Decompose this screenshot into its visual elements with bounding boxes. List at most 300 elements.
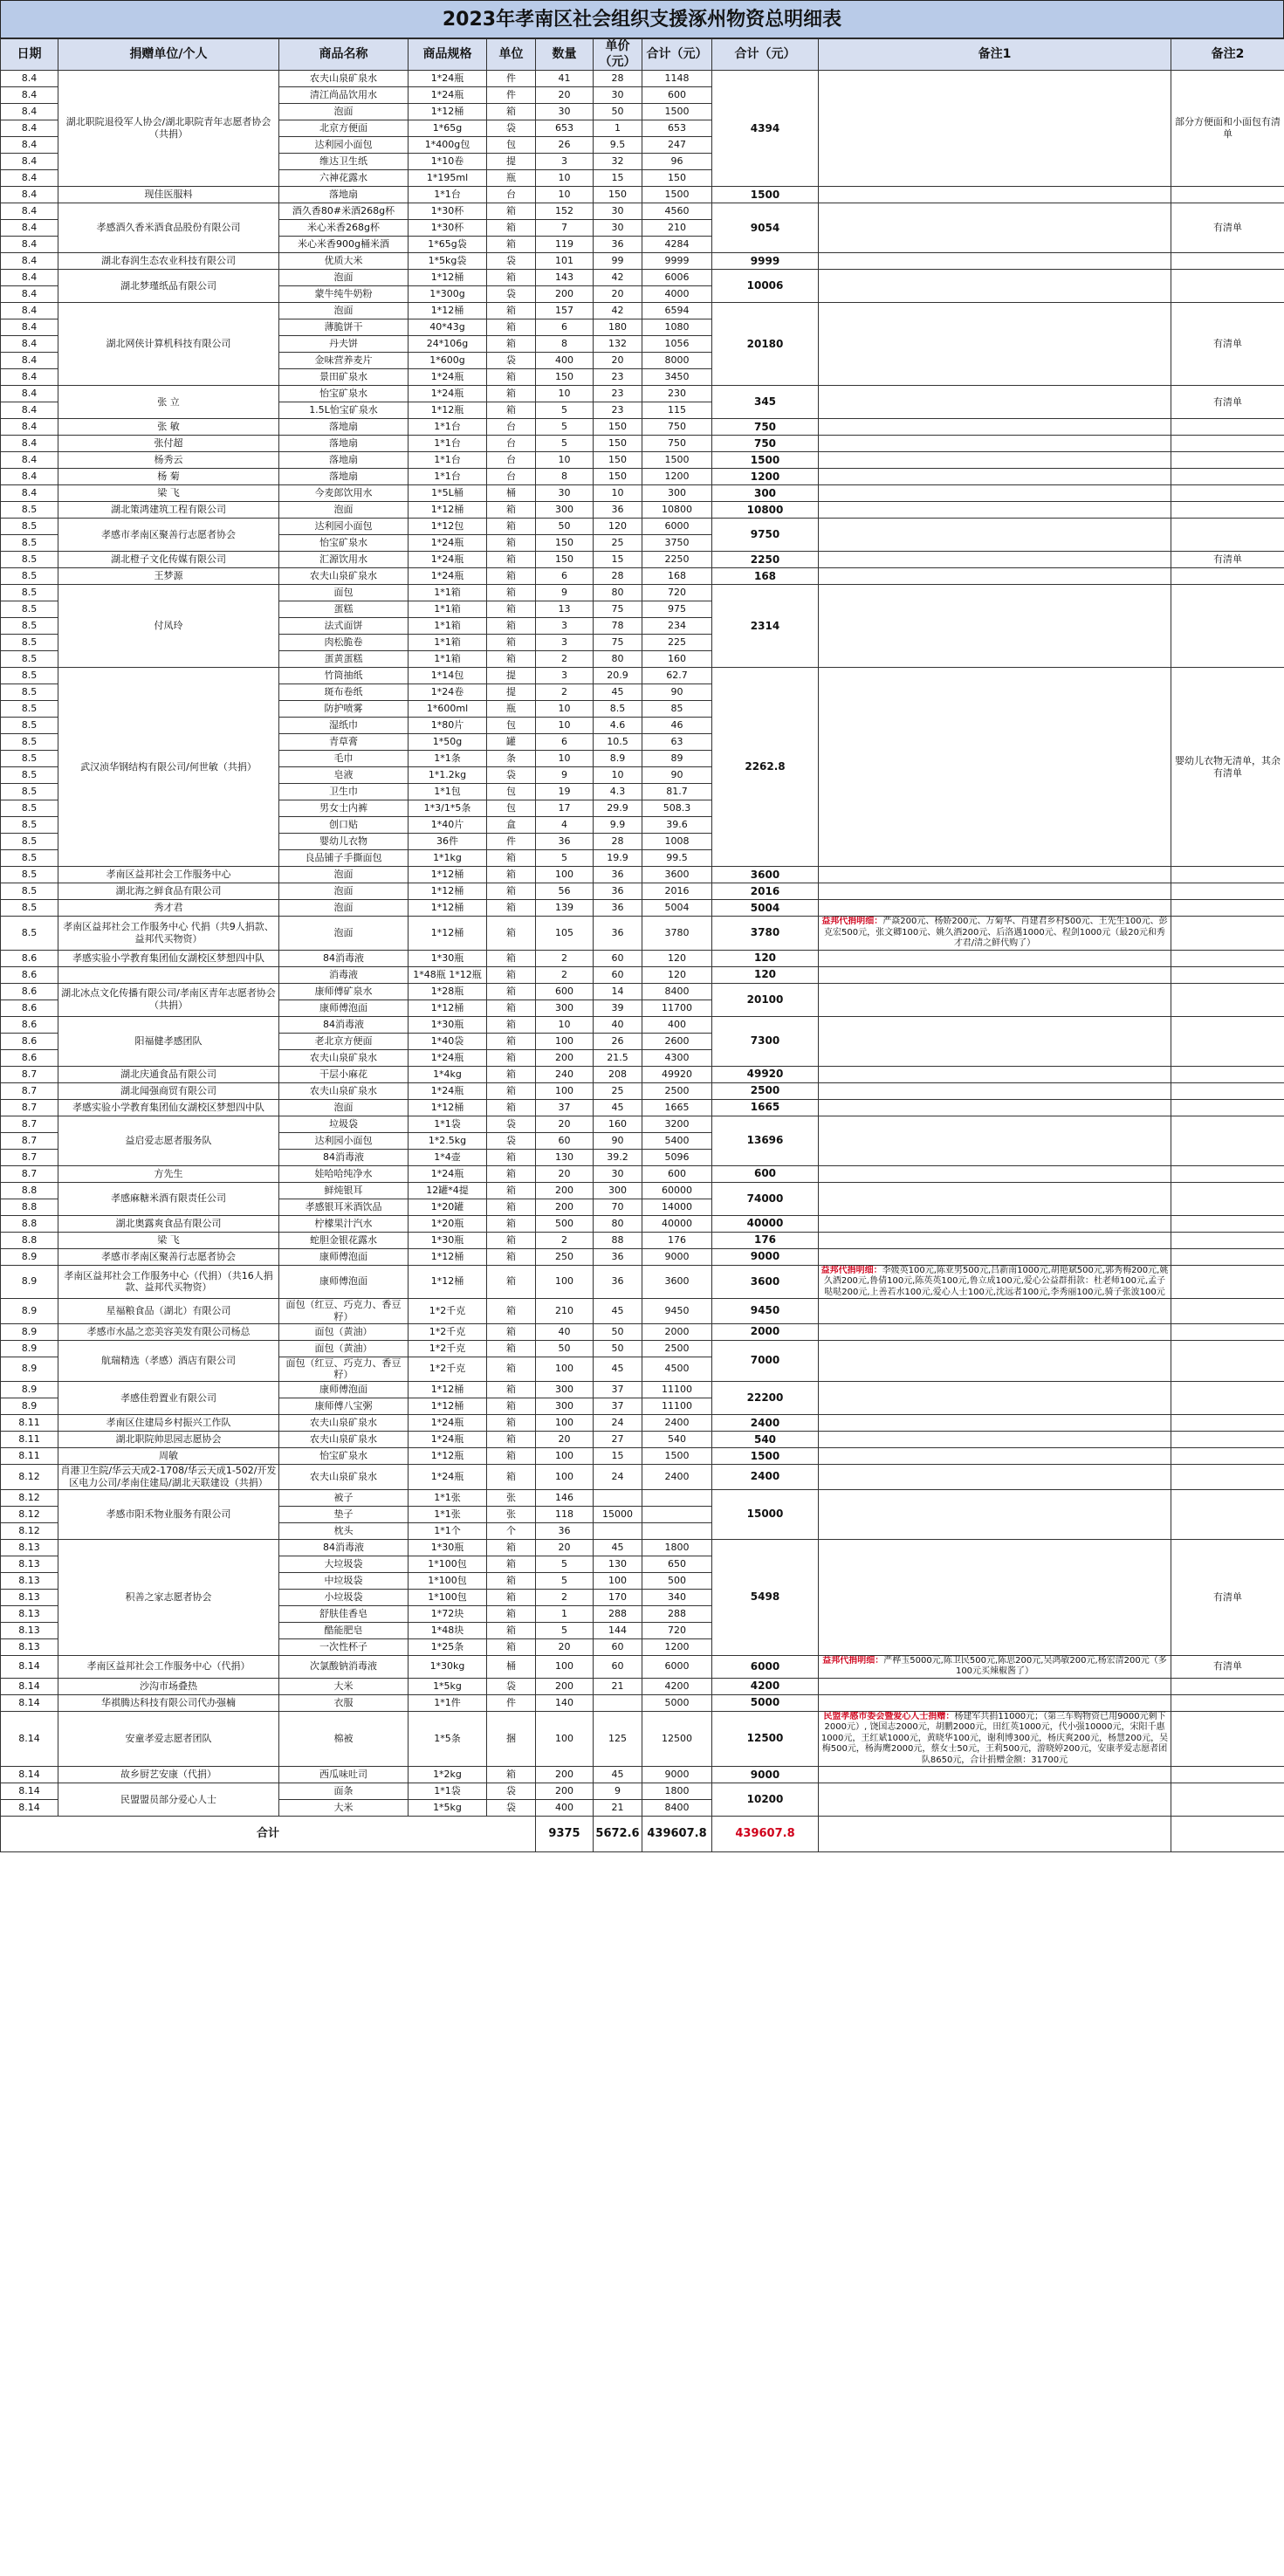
table-row xyxy=(1,1783,1284,1800)
item-spec: 1*65g xyxy=(409,120,487,137)
date-cell: 8.9 xyxy=(1,1340,58,1357)
item-qty: 157 xyxy=(536,303,594,319)
note1-cell xyxy=(819,1248,1171,1265)
item-price: 21 xyxy=(594,1800,642,1817)
item-spec: 1*24瓶 xyxy=(409,535,487,552)
item-qty: 8 xyxy=(536,336,594,353)
item-price: 75 xyxy=(594,601,642,618)
group-total: 3780 xyxy=(712,917,819,951)
table-row xyxy=(1,253,1284,270)
item-name: 怡宝矿泉水 xyxy=(279,386,409,402)
date-cell: 8.5 xyxy=(1,751,58,767)
table-row xyxy=(1,1489,1284,1506)
item-price: 39.2 xyxy=(594,1149,642,1165)
item-name: 达利园小面包 xyxy=(279,137,409,154)
item-unit: 箱 xyxy=(487,1099,536,1116)
item-name: 柠檬果汁汽水 xyxy=(279,1215,409,1232)
note2-cell xyxy=(1171,1066,1284,1082)
date-cell: 8.14 xyxy=(1,1783,58,1800)
donor-cell: 杨秀云 xyxy=(58,452,279,469)
note2-cell xyxy=(1171,1182,1284,1215)
note1-cell: 益邦代捐明细：严桦玉5000元,陈卫民500元,陈思200元,吴鸿敏200元,杨宏清200元（多100元买辣椒酱了） xyxy=(819,1655,1171,1678)
table-row xyxy=(1,1678,1284,1694)
note1-cell xyxy=(819,1783,1171,1817)
item-spec: 1*72块 xyxy=(409,1605,487,1622)
item-amount: 1665 xyxy=(642,1099,712,1116)
note1-cell xyxy=(819,303,1171,386)
item-price: 37 xyxy=(594,1398,642,1415)
item-price: 300 xyxy=(594,1182,642,1199)
item-name: 康师傅泡面 xyxy=(279,999,409,1016)
table-row xyxy=(1,452,1284,469)
item-name: 汇源饮用水 xyxy=(279,552,409,568)
date-cell: 8.4 xyxy=(1,87,58,104)
item-qty: 200 xyxy=(536,1678,594,1694)
item-price: 45 xyxy=(594,1299,642,1324)
note2-cell xyxy=(1171,419,1284,436)
item-qty: 200 xyxy=(536,286,594,303)
note1-cell xyxy=(819,867,1171,883)
table-row xyxy=(1,1382,1284,1398)
group-total: 49920 xyxy=(712,1066,819,1082)
item-spec: 1*5条 xyxy=(409,1711,487,1767)
donor-cell: 孝感市孝南区聚善行志愿者协会 xyxy=(58,519,279,552)
group-total: 4200 xyxy=(712,1678,819,1694)
date-cell: 8.5 xyxy=(1,867,58,883)
group-total: 74000 xyxy=(712,1182,819,1215)
item-unit: 台 xyxy=(487,469,536,485)
item-amount: 288 xyxy=(642,1605,712,1622)
note2-cell xyxy=(1171,1340,1284,1382)
item-amount: 176 xyxy=(642,1232,712,1248)
group-total: 2500 xyxy=(712,1082,819,1099)
group-total: 168 xyxy=(712,568,819,585)
item-name: 康师傅八宝粥 xyxy=(279,1398,409,1415)
note2-cell: 有清单 xyxy=(1171,303,1284,386)
item-unit: 箱 xyxy=(487,402,536,419)
column-header: 单价（元） xyxy=(594,39,642,71)
note2-cell xyxy=(1171,519,1284,552)
item-spec: 1*12桶 xyxy=(409,502,487,519)
donor-cell: 孝感市阳禾物业服务有限公司 xyxy=(58,1489,279,1539)
item-amount: 500 xyxy=(642,1572,712,1589)
item-spec: 1*12桶 xyxy=(409,999,487,1016)
date-cell: 8.9 xyxy=(1,1382,58,1398)
item-price: 9 xyxy=(594,1783,642,1800)
item-qty: 105 xyxy=(536,917,594,951)
item-spec: 1*4kg xyxy=(409,1066,487,1082)
item-unit: 提 xyxy=(487,154,536,170)
item-spec: 1*100包 xyxy=(409,1589,487,1605)
item-unit: 箱 xyxy=(487,1248,536,1265)
date-cell: 8.4 xyxy=(1,419,58,436)
date-cell: 8.14 xyxy=(1,1711,58,1767)
note1-cell xyxy=(819,1767,1171,1783)
item-name: 康师傅矿泉水 xyxy=(279,983,409,999)
item-name: 泡面 xyxy=(279,883,409,900)
group-total: 9450 xyxy=(712,1299,819,1324)
date-cell: 8.7 xyxy=(1,1099,58,1116)
item-unit: 袋 xyxy=(487,120,536,137)
item-spec: 1*12桶 xyxy=(409,1398,487,1415)
item-price: 100 xyxy=(594,1572,642,1589)
date-cell: 8.4 xyxy=(1,154,58,170)
item-qty: 2 xyxy=(536,950,594,966)
item-unit: 箱 xyxy=(487,1199,536,1215)
table-body xyxy=(1,71,1284,1817)
note1-cell xyxy=(819,270,1171,303)
group-total: 13696 xyxy=(712,1116,819,1165)
item-name: 大米 xyxy=(279,1800,409,1817)
donor-cell: 湖北春润生态农业科技有限公司 xyxy=(58,253,279,270)
item-price: 150 xyxy=(594,469,642,485)
item-name: 泡面 xyxy=(279,303,409,319)
item-amount: 1008 xyxy=(642,834,712,850)
date-cell: 8.5 xyxy=(1,502,58,519)
date-cell: 8.14 xyxy=(1,1678,58,1694)
item-amount: 160 xyxy=(642,651,712,668)
table-row xyxy=(1,419,1284,436)
item-name: 次氯酸钠消毒液 xyxy=(279,1655,409,1678)
item-amount: 750 xyxy=(642,419,712,436)
date-cell: 8.4 xyxy=(1,369,58,386)
item-spec: 1*12瓶 xyxy=(409,402,487,419)
date-cell: 8.4 xyxy=(1,286,58,303)
item-qty: 200 xyxy=(536,1767,594,1783)
item-spec: 1*100包 xyxy=(409,1556,487,1572)
date-cell: 8.5 xyxy=(1,651,58,668)
donor-cell: 孝南区益邦社会工作服务中心 xyxy=(58,867,279,883)
item-qty: 5 xyxy=(536,850,594,867)
item-name: 今麦郎饮用水 xyxy=(279,485,409,502)
date-cell: 8.4 xyxy=(1,303,58,319)
item-price: 120 xyxy=(594,519,642,535)
item-qty: 653 xyxy=(536,120,594,137)
item-qty: 2 xyxy=(536,966,594,983)
item-amount: 340 xyxy=(642,1589,712,1605)
group-total: 176 xyxy=(712,1232,819,1248)
item-qty: 300 xyxy=(536,502,594,519)
date-cell: 8.4 xyxy=(1,452,58,469)
item-unit: 箱 xyxy=(487,568,536,585)
item-name: 丹夫饼 xyxy=(279,336,409,353)
item-name: 落地扇 xyxy=(279,436,409,452)
date-cell: 8.5 xyxy=(1,684,58,701)
note1-cell xyxy=(819,203,1171,253)
group-total: 10800 xyxy=(712,502,819,519)
date-cell: 8.8 xyxy=(1,1199,58,1215)
note1-cell xyxy=(819,1299,1171,1324)
date-cell: 8.4 xyxy=(1,386,58,402)
item-amount: 3200 xyxy=(642,1116,712,1132)
donor-cell xyxy=(58,966,279,983)
item-price: 42 xyxy=(594,270,642,286)
item-price: 4.3 xyxy=(594,784,642,800)
item-qty: 37 xyxy=(536,1099,594,1116)
note2-cell xyxy=(1171,1415,1284,1432)
donor-cell: 航瑞精选（孝感）酒店有限公司 xyxy=(58,1340,279,1382)
item-amount: 4500 xyxy=(642,1357,712,1382)
date-cell: 8.5 xyxy=(1,734,58,751)
item-price: 60 xyxy=(594,1655,642,1678)
item-spec: 1*1箱 xyxy=(409,618,487,635)
donor-cell: 湖北网侠计算机科技有限公司 xyxy=(58,303,279,386)
item-spec: 1*30瓶 xyxy=(409,1016,487,1033)
total-price: 5672.6 xyxy=(594,1817,642,1852)
note1-cell xyxy=(819,1448,1171,1465)
item-spec: 1*1台 xyxy=(409,419,487,436)
note1-cell xyxy=(819,187,1171,203)
date-cell: 8.14 xyxy=(1,1800,58,1817)
item-spec: 1*24瓶 xyxy=(409,552,487,568)
item-amount: 300 xyxy=(642,485,712,502)
item-qty: 100 xyxy=(536,1448,594,1465)
item-qty: 5 xyxy=(536,419,594,436)
item-qty: 100 xyxy=(536,1711,594,1767)
item-amount: 9999 xyxy=(642,253,712,270)
item-amount: 6000 xyxy=(642,519,712,535)
item-qty: 100 xyxy=(536,1033,594,1049)
note2-cell xyxy=(1171,1711,1284,1767)
item-qty: 9 xyxy=(536,585,594,601)
item-qty: 200 xyxy=(536,1199,594,1215)
item-name: 垫子 xyxy=(279,1506,409,1522)
item-spec: 1*24瓶 xyxy=(409,1082,487,1099)
table-row xyxy=(1,1340,1284,1357)
item-qty: 100 xyxy=(536,1357,594,1382)
item-unit: 袋 xyxy=(487,1678,536,1694)
item-amount: 3450 xyxy=(642,369,712,386)
date-cell: 8.4 xyxy=(1,319,58,336)
item-unit: 包 xyxy=(487,718,536,734)
item-unit: 瓶 xyxy=(487,170,536,187)
table-row xyxy=(1,1415,1284,1432)
item-unit: 袋 xyxy=(487,1132,536,1149)
item-price: 75 xyxy=(594,635,642,651)
item-qty: 100 xyxy=(536,1465,594,1490)
item-amount: 5000 xyxy=(642,1694,712,1711)
table-row xyxy=(1,1299,1284,1324)
item-name: 老北京方便面 xyxy=(279,1033,409,1049)
header-row xyxy=(1,39,1284,71)
item-unit: 箱 xyxy=(487,999,536,1016)
item-unit: 箱 xyxy=(487,552,536,568)
item-unit: 箱 xyxy=(487,883,536,900)
group-total: 5000 xyxy=(712,1694,819,1711)
item-name: 泡面 xyxy=(279,867,409,883)
item-price: 8.9 xyxy=(594,751,642,767)
item-amount: 6006 xyxy=(642,270,712,286)
item-unit: 箱 xyxy=(487,1382,536,1398)
date-cell: 8.12 xyxy=(1,1522,58,1539)
item-price: 1 xyxy=(594,120,642,137)
item-price: 15 xyxy=(594,170,642,187)
table-row xyxy=(1,900,1284,917)
item-spec: 1*24卷 xyxy=(409,684,487,701)
donor-cell: 湖北海之鲜食品有限公司 xyxy=(58,883,279,900)
date-cell: 8.7 xyxy=(1,1116,58,1132)
item-unit: 箱 xyxy=(487,303,536,319)
item-price: 60 xyxy=(594,950,642,966)
item-name: 消毒液 xyxy=(279,966,409,983)
item-spec: 1*12桶 xyxy=(409,917,487,951)
table-row xyxy=(1,386,1284,402)
item-name: 大米 xyxy=(279,1678,409,1694)
item-amount: 234 xyxy=(642,618,712,635)
group-total: 2400 xyxy=(712,1465,819,1490)
note2-cell xyxy=(1171,1767,1284,1783)
item-qty: 4 xyxy=(536,817,594,834)
date-cell: 8.5 xyxy=(1,618,58,635)
note1-cell xyxy=(819,1323,1171,1340)
item-qty: 20 xyxy=(536,1116,594,1132)
item-unit: 台 xyxy=(487,452,536,469)
donor-cell: 现佳医服料 xyxy=(58,187,279,203)
item-qty: 5 xyxy=(536,1572,594,1589)
table-row xyxy=(1,950,1284,966)
item-amount: 90 xyxy=(642,767,712,784)
item-price: 36 xyxy=(594,237,642,253)
date-cell: 8.5 xyxy=(1,850,58,867)
total-sum: 439607.8 xyxy=(642,1817,712,1852)
item-amount: 49920 xyxy=(642,1066,712,1082)
item-price: 10 xyxy=(594,485,642,502)
item-amount: 81.7 xyxy=(642,784,712,800)
group-total: 1500 xyxy=(712,1448,819,1465)
item-name: 落地扇 xyxy=(279,469,409,485)
table-row xyxy=(1,1016,1284,1033)
item-amount: 9000 xyxy=(642,1767,712,1783)
donor-cell: 梁 飞 xyxy=(58,485,279,502)
date-cell: 8.5 xyxy=(1,784,58,800)
donor-cell: 故乡厨艺安康（代捐） xyxy=(58,1767,279,1783)
grand-total: 439607.8 xyxy=(712,1817,819,1852)
item-qty: 6 xyxy=(536,319,594,336)
item-name: 面包（黄油） xyxy=(279,1340,409,1357)
table-row xyxy=(1,568,1284,585)
date-cell: 8.14 xyxy=(1,1655,58,1678)
item-unit: 袋 xyxy=(487,1800,536,1817)
item-unit: 箱 xyxy=(487,635,536,651)
item-name: 维达卫生纸 xyxy=(279,154,409,170)
item-name: 84消毒液 xyxy=(279,1016,409,1033)
group-total: 120 xyxy=(712,966,819,983)
item-name: 米心米香900g桶米酒 xyxy=(279,237,409,253)
item-price: 150 xyxy=(594,419,642,436)
note2-cell xyxy=(1171,436,1284,452)
table-row xyxy=(1,1066,1284,1082)
item-price: 150 xyxy=(594,187,642,203)
date-cell: 8.5 xyxy=(1,601,58,618)
item-spec: 1*40袋 xyxy=(409,1033,487,1049)
item-qty: 10 xyxy=(536,718,594,734)
item-price: 25 xyxy=(594,1082,642,1099)
donor-cell: 湖北闻强商贸有限公司 xyxy=(58,1082,279,1099)
note1-cell xyxy=(819,1116,1171,1165)
item-price: 27 xyxy=(594,1432,642,1448)
item-price: 32 xyxy=(594,154,642,170)
item-name: 一次性杯子 xyxy=(279,1638,409,1655)
date-cell: 8.5 xyxy=(1,718,58,734)
item-name: 泡面 xyxy=(279,917,409,951)
date-cell: 8.5 xyxy=(1,767,58,784)
item-amount: 96 xyxy=(642,154,712,170)
item-amount: 210 xyxy=(642,220,712,237)
group-total: 40000 xyxy=(712,1215,819,1232)
item-price: 99 xyxy=(594,253,642,270)
item-qty: 19 xyxy=(536,784,594,800)
group-total: 2400 xyxy=(712,1415,819,1432)
column-header: 合计（元） xyxy=(712,39,819,71)
item-spec: 1*24瓶 xyxy=(409,1165,487,1182)
note2-cell xyxy=(1171,1783,1284,1817)
date-cell: 8.8 xyxy=(1,1215,58,1232)
item-unit: 箱 xyxy=(487,1066,536,1082)
note1-cell xyxy=(819,1340,1171,1382)
note2-cell xyxy=(1171,1116,1284,1165)
item-amount: 99.5 xyxy=(642,850,712,867)
item-spec: 1*12包 xyxy=(409,519,487,535)
item-name: 农夫山泉矿泉水 xyxy=(279,1465,409,1490)
note1-cell xyxy=(819,1432,1171,1448)
item-qty: 20 xyxy=(536,1165,594,1182)
item-name: 干层小麻花 xyxy=(279,1066,409,1082)
donor-cell: 阳福健孝感团队 xyxy=(58,1016,279,1066)
item-name: 泡面 xyxy=(279,1099,409,1116)
note1-cell xyxy=(819,585,1171,668)
donor-cell: 孝感麻糖米酒有限责任公司 xyxy=(58,1182,279,1215)
item-amount: 720 xyxy=(642,585,712,601)
item-spec: 1*5kg xyxy=(409,1800,487,1817)
item-price: 25 xyxy=(594,535,642,552)
item-price: 23 xyxy=(594,386,642,402)
item-amount: 9000 xyxy=(642,1248,712,1265)
item-amount: 3600 xyxy=(642,867,712,883)
item-amount: 2500 xyxy=(642,1082,712,1099)
date-cell: 8.12 xyxy=(1,1489,58,1506)
date-cell: 8.4 xyxy=(1,104,58,120)
donor-cell: 王梦源 xyxy=(58,568,279,585)
item-amount: 11100 xyxy=(642,1398,712,1415)
item-spec: 1*24瓶 xyxy=(409,568,487,585)
item-spec: 1*24瓶 xyxy=(409,369,487,386)
item-qty: 10 xyxy=(536,386,594,402)
item-amount: 5400 xyxy=(642,1132,712,1149)
item-price: 39 xyxy=(594,999,642,1016)
note1-cell xyxy=(819,1415,1171,1432)
item-qty: 130 xyxy=(536,1149,594,1165)
item-spec: 1*48块 xyxy=(409,1622,487,1638)
item-unit: 箱 xyxy=(487,983,536,999)
table-row xyxy=(1,1432,1284,1448)
item-qty: 100 xyxy=(536,1265,594,1299)
item-price: 150 xyxy=(594,436,642,452)
item-unit: 箱 xyxy=(487,618,536,635)
item-amount: 2000 xyxy=(642,1323,712,1340)
item-unit: 箱 xyxy=(487,1572,536,1589)
date-cell: 8.5 xyxy=(1,552,58,568)
item-spec: 1*1条 xyxy=(409,751,487,767)
item-qty: 400 xyxy=(536,353,594,369)
item-price: 80 xyxy=(594,651,642,668)
donor-cell: 孝南区益邦社会工作服务中心（代捐） xyxy=(58,1655,279,1678)
donor-cell: 华祺腾达科技有限公司代办强楠 xyxy=(58,1694,279,1711)
item-price: 60 xyxy=(594,1638,642,1655)
item-spec: 1*1张 xyxy=(409,1489,487,1506)
item-qty: 10 xyxy=(536,751,594,767)
item-qty: 210 xyxy=(536,1299,594,1324)
item-amount: 89 xyxy=(642,751,712,767)
